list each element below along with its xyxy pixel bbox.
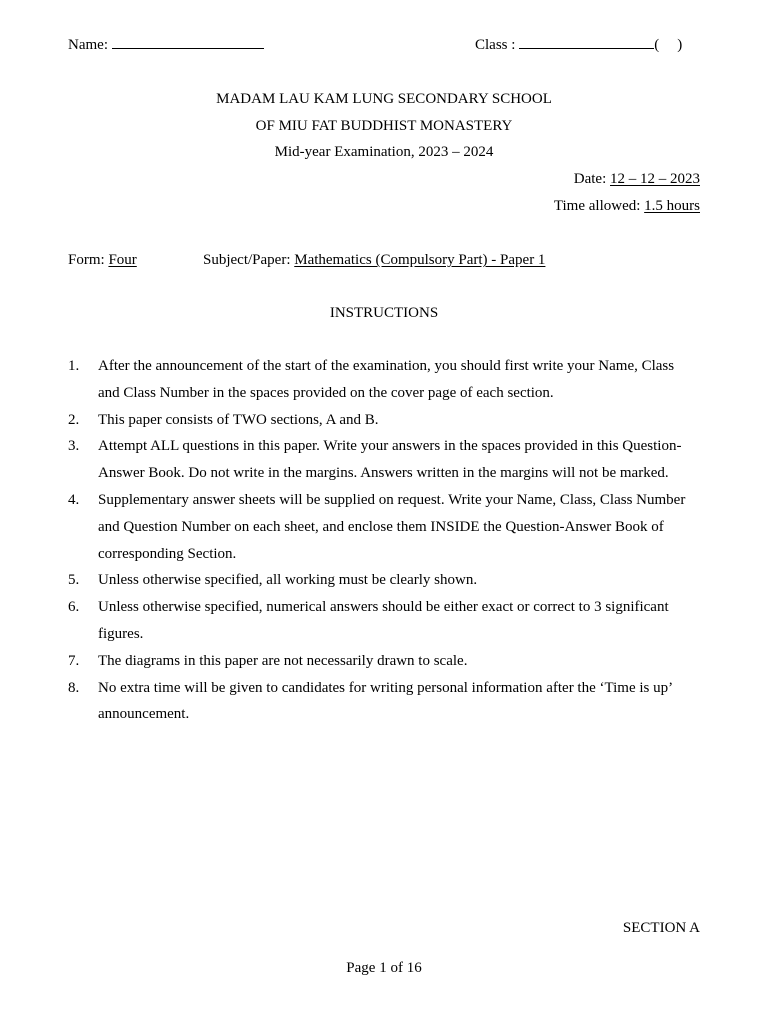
instruction-text: The diagrams in this paper are not necessarily drawn to scale. [98,652,468,669]
instructions-list [68,353,696,728]
instruction-number: 3. [68,438,80,455]
instruction-text: Supplementary answer sheets will be supplied on request. Write your Name, Class, Class Number and Question Number on each sheet, and enclose them INSIDE the Question-Answer Book of corresponding Section. [98,491,686,562]
instruction-item [68,567,696,594]
instruction-text: Unless otherwise specified, numerical answers should be either exact or correct to 3 significant figures. [98,599,669,642]
time-row [554,193,700,220]
date-label: Date: [573,171,607,187]
instruction-text: Attempt ALL questions in this paper. Write your answers in the spaces provided in this Question-Answer Book. Do not write in the margins. Answers written in the margins will not be marked. [98,438,682,482]
name-label: Name: [68,37,108,53]
instruction-text: Unless otherwise specified, all working must be clearly shown. [98,572,478,589]
instruction-item [68,675,696,729]
class-row [475,32,682,59]
instruction-item [68,407,696,434]
instruction-item [68,487,696,567]
instruction-number: 1. [68,358,80,374]
instruction-number: 5. [68,572,80,589]
page-number: Page 1 of 16 [346,960,422,976]
instruction-number: 2. [68,411,80,428]
subject-value: Mathematics (Compulsory Part) - Paper 1 [294,252,546,268]
time-label: Time allowed: [553,198,641,214]
instruction-number: 6. [68,599,80,616]
instructions-heading: INSTRUCTIONS [329,305,439,321]
date-row [574,166,700,193]
time-value: 1.5 hours [644,198,700,214]
instruction-item [68,648,696,675]
instruction-item [68,353,696,407]
class-blank-line [519,34,654,49]
subject-row [203,247,545,274]
class-label: Class : [475,37,516,53]
form-label: Form: [68,252,105,268]
school-name-line2: OF MIU FAT BUDDHIST MONASTERY [255,118,513,134]
exam-title: Mid-year Examination, 2023 – 2024 [274,144,494,160]
school-name-line1: MADAM LAU KAM LUNG SECONDARY SCHOOL [216,91,552,107]
name-blank-line [112,34,264,49]
subject-label: Subject/Paper: [203,252,291,268]
instruction-text: This paper consists of TWO sections, A and B. [98,411,379,428]
form-row [68,247,137,274]
form-value: Four [108,252,137,268]
section-label: SECTION A [622,920,700,936]
instruction-number: 8. [68,679,80,696]
class-number-close-bracket: ) [677,37,683,53]
name-row [68,32,264,59]
instruction-text: No extra time will be given to candidates for writing personal information after the ‘Time is up’ announcement. [98,679,673,723]
date-value: 12 – 12 – 2023 [610,171,700,187]
instruction-item [68,594,696,648]
instruction-item [68,433,696,487]
instruction-number: 7. [68,652,80,669]
class-number-open-bracket: ( [654,37,660,53]
instruction-number: 4. [68,491,80,508]
instruction-text: After the announcement of the start of the examination, you should first write your Name, Class and Class Number in the spaces provided on the cover page of each section. [98,358,675,401]
